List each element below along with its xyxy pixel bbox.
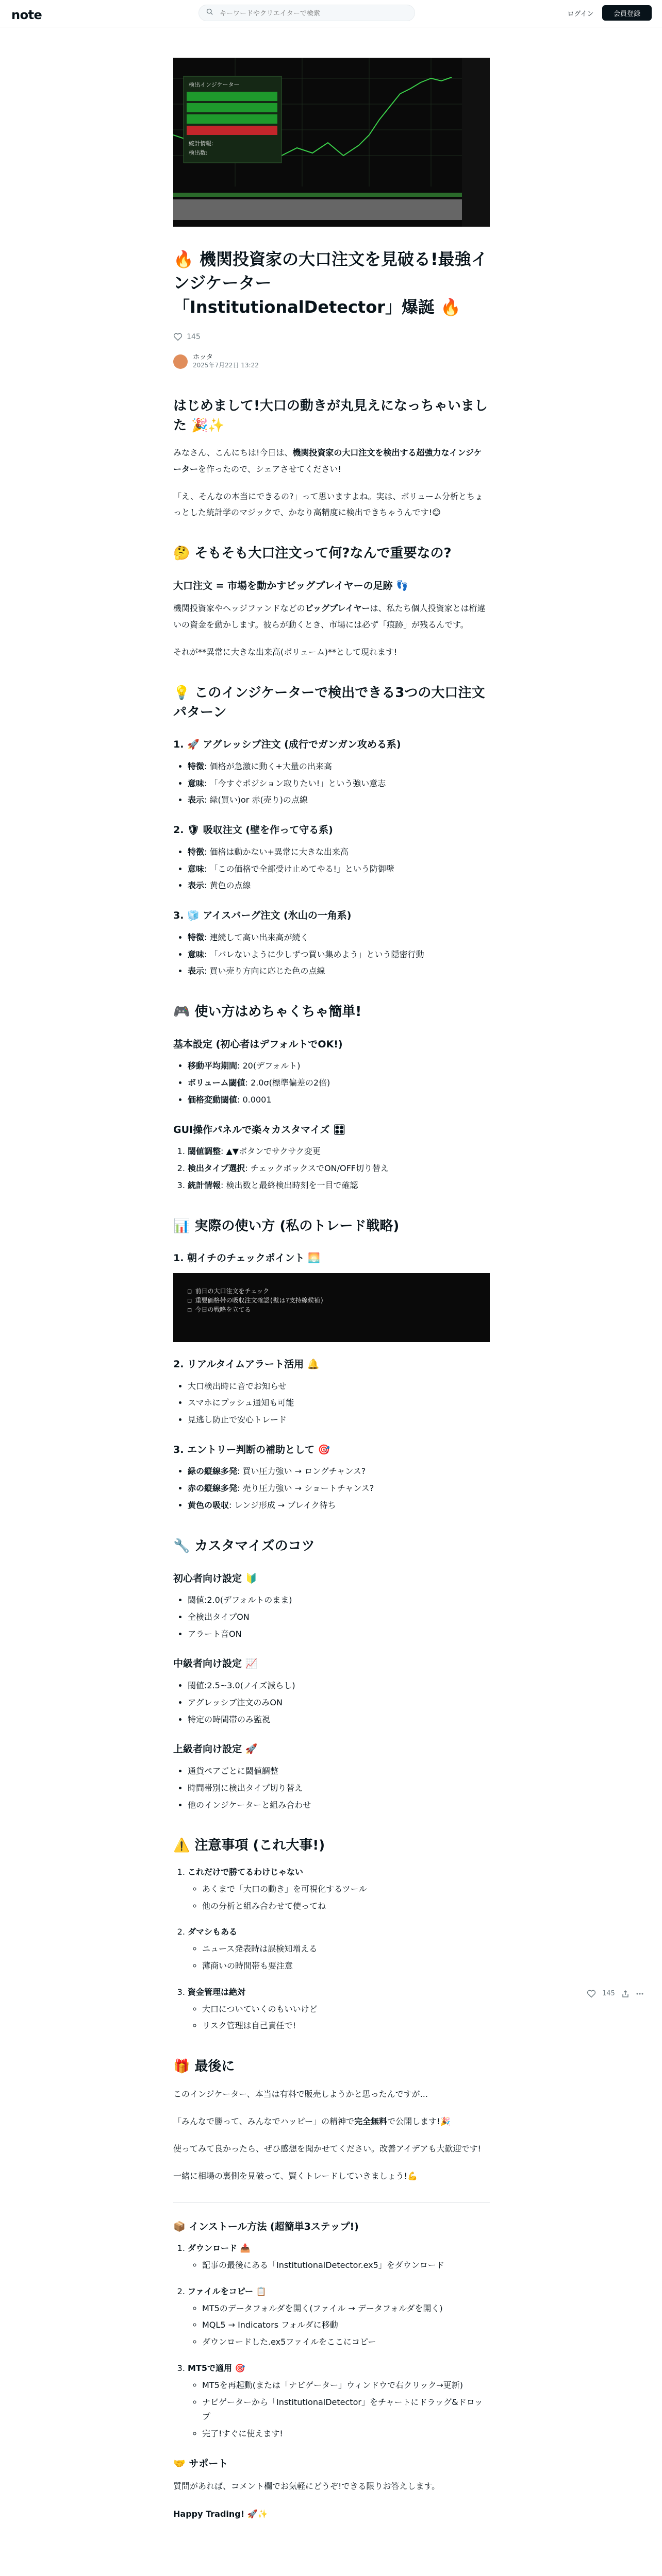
list-item: 1. これだけで勝てるわけじゃない ◦ あくまで「大口の動き」を可視化するツール ◦ 他の分析と組み合わせて使ってね bbox=[188, 1865, 490, 1913]
paragraph: 一緒に相場の裏側を見破って、賢くトレードしていきましょう!💪 bbox=[173, 2171, 418, 2181]
list-item: • 見逃し防止で安心トレード bbox=[188, 1413, 490, 1428]
list-item: • 価格変動閾値: 0.0001 bbox=[188, 1093, 490, 1108]
paragraph: 質問があれば、コメント欄でお気軽にどうぞ!できる限りお答えします。 bbox=[173, 2481, 440, 2492]
subsection-heading: 初心者向け設定 🔰 bbox=[173, 1572, 258, 1584]
side-actions bbox=[587, 1989, 644, 1999]
list-item: • 特徴: 価格が急激に動く+大量の出来高 bbox=[188, 759, 490, 774]
author-block[interactable] bbox=[173, 353, 490, 370]
list-item: 1. 閾値調整: ▲▼ボタンでサクサク変更 bbox=[188, 1144, 490, 1159]
list-item: • 閾値:2.5~3.0(ノイズ減らし) bbox=[188, 1679, 490, 1693]
list-item: 2. ダマシもある ◦ ニュース発表時は誤検知増える ◦ 薄商いの時間帯も要注意 bbox=[188, 1925, 490, 1973]
section-heading: 🎁 最後に bbox=[173, 2059, 235, 2075]
list-item: • 移動平均期間: 20(デフォルト) bbox=[188, 1059, 490, 1074]
install-list bbox=[173, 2241, 490, 2442]
list-item: 3. 資金管理は絶対 ◦ 大口についていくのもいいけど ◦ リスク管理は自己責任で! bbox=[188, 1985, 490, 2033]
section-heading: 🔧 カスタマイズのコツ bbox=[173, 1538, 315, 1554]
list-item: 3. MT5で適用 🎯 ◦ MT5を再起動(または「ナビゲーター」ウィンドウで右クリック→更新) ◦ ナビゲーターから「InstitutionalDetector」をチャートにドラッグ&ドロップ ◦ 完了!すぐに使えます! bbox=[188, 2361, 490, 2442]
paragraph: このインジケーター、本当は有料で販売しようかと思ったんですが... bbox=[173, 2089, 428, 2099]
settings-list bbox=[173, 1059, 490, 1107]
list-item: • アグレッシブ注文のみON bbox=[188, 1696, 490, 1710]
list-item: • 特定の時間帯のみ監視 bbox=[188, 1713, 490, 1727]
subsection-heading: 3. エントリー判断の補助として 🎯 bbox=[173, 1444, 330, 1455]
section-heading: はじめまして!大口の動きが丸見えになっちゃいました 🎉✨ bbox=[173, 398, 488, 433]
list-item: • 黄色の吸収: レンジ形成 → ブレイク待ち bbox=[188, 1498, 490, 1513]
avatar[interactable] bbox=[173, 354, 188, 369]
side-like-count: 145 bbox=[602, 1990, 615, 1997]
publish-date: 2025年7月22日 13:22 bbox=[193, 362, 259, 369]
like-row bbox=[173, 331, 490, 343]
list-item: • 特徴: 連続して高い出来高が続く bbox=[188, 930, 490, 945]
list-item: • 時間帯別に検出タイプ切り替え bbox=[188, 1781, 490, 1796]
list-item: • 表示: 買い売り方向に応じた色の点線 bbox=[188, 964, 490, 979]
subsection-heading: 上級者向け設定 🚀 bbox=[173, 1743, 258, 1755]
settings-list bbox=[173, 1593, 490, 1641]
list-item: • 大口検出時に音でお知らせ bbox=[188, 1379, 490, 1394]
list-item: • 通貨ペアごとに閾値調整 bbox=[188, 1764, 490, 1779]
pattern-list bbox=[173, 759, 490, 808]
author-name[interactable]: ホッタ bbox=[193, 353, 213, 361]
subsection-heading: 2. リアルタイムアラート活用 🔔 bbox=[173, 1358, 320, 1370]
section-heading: 📊 実際の使い方 (私のトレード戦略) bbox=[173, 1218, 400, 1234]
subsection-heading: 2. 🛡 吸収注文 (壁を作って守る系) bbox=[173, 824, 333, 836]
subsection-heading: 大口注文 = 市場を動かすビッグプレイヤーの足跡 👣 bbox=[173, 580, 408, 591]
list-item: 1. ダウンロード 📥 ◦ 記事の最後にある「InstitutionalDetector.ex5」をダウンロード bbox=[188, 2241, 490, 2273]
section-heading: 💡 このインジケーターで検出できる3つの大口注文パターン bbox=[173, 685, 485, 720]
subsection-heading: GUI操作パネルで楽々カスタマイズ 🎛 bbox=[173, 1124, 346, 1136]
list-item: • 表示: 緑(買い)or 赤(売り)の点線 bbox=[188, 793, 490, 808]
search-input[interactable] bbox=[219, 8, 406, 19]
paragraph: 使ってみて良かったら、ぜひ感想を聞かせてください。改善アイデアも大歓迎です! bbox=[173, 2144, 481, 2154]
list-item: 3. 統計情報: 検出数と最終検出時刻を一目で確認 bbox=[188, 1178, 490, 1193]
alert-list bbox=[173, 1379, 490, 1428]
list-item: • 意味: 「この価格で全部受け止めてやる!」という防御壁 bbox=[188, 862, 490, 877]
list-item: • 赤の縦線多発: 売り圧力強い → ショートチャンス? bbox=[188, 1481, 490, 1496]
list-item: • 表示: 黄色の点線 bbox=[188, 878, 490, 893]
list-item: • ボリューム閾値: 2.0σ(標準偏差の2倍) bbox=[188, 1076, 490, 1091]
article-title: 🔥 機関投資家の大口注文を見破る!最強インジケーター「InstitutionalDetector」爆誕 🔥 bbox=[173, 249, 488, 317]
heart-icon[interactable] bbox=[587, 1990, 596, 1998]
paragraph: 「みんなで勝って、みんなでハッピー」の精神で完全無料で公開します!🎉 bbox=[173, 2116, 451, 2127]
subsection-heading: 1. 朝イチのチェックポイント 🌅 bbox=[173, 1252, 320, 1264]
list-item: • 閾値:2.0(デフォルトのまま) bbox=[188, 1593, 490, 1608]
list-item: • 特徴: 価格は動かない+異常に大きな出来高 bbox=[188, 845, 490, 860]
list-item: • 他のインジケーターと組み合わせ bbox=[188, 1798, 490, 1813]
top-bar bbox=[0, 0, 662, 27]
list-item: • 緑の縦線多発: 買い圧力強い → ロングチャンス? bbox=[188, 1464, 490, 1479]
paragraph: みなさん、こんにちは!今日は、機関投資家の大口注文を検出する超強力なインジケーターを作ったので、シェアさせてください! bbox=[173, 448, 482, 474]
search-icon bbox=[206, 8, 213, 15]
entry-list bbox=[173, 1464, 490, 1513]
subsection-heading: 中級者向け設定 📈 bbox=[173, 1658, 258, 1670]
code-block: □ 前日の大口注文をチェック □ 重要価格帯の吸収注文確認(壁は?支持線候補) □ 今日の戦略を立てる bbox=[173, 1273, 490, 1342]
hero-panel-title: 検出インジケーター bbox=[189, 81, 240, 88]
section-heading: 🤔 そもそも大口注文って何?なんで重要なの? bbox=[173, 546, 452, 562]
list-item: 2. 検出タイプ選択: チェックボックスでON/OFF切り替え bbox=[188, 1161, 490, 1176]
closing-line: Happy Trading! 🚀✨ bbox=[173, 2509, 268, 2519]
paragraph: 「え、そんなの本当にできるの?」って思いますよね。実は、ボリューム分析とちょっとした統計学のマジックで、かなり高精度に検出できちゃうんです!😊 bbox=[173, 491, 483, 517]
like-count: 145 bbox=[187, 333, 201, 342]
settings-list bbox=[173, 1764, 490, 1812]
subsection-heading: 1. 🚀 アグレッシブ注文 (成行でガンガン攻める系) bbox=[173, 739, 401, 751]
subsection-heading: 3. 🧊 アイスバーグ注文 (氷山の一角系) bbox=[173, 910, 352, 922]
list-item: • スマホにプッシュ通知も可能 bbox=[188, 1396, 490, 1411]
note-logo[interactable]: note bbox=[11, 8, 42, 22]
svg-text:統計情報:: 統計情報: bbox=[189, 140, 213, 147]
signup-button[interactable]: 会員登録 bbox=[602, 5, 652, 21]
section-heading: ⚠️ 注意事項 (これ大事!) bbox=[173, 1838, 325, 1854]
hero-chart bbox=[173, 58, 490, 227]
search-box[interactable] bbox=[198, 5, 415, 21]
caution-list bbox=[173, 1865, 490, 2033]
paragraph: 機関投資家やヘッジファンドなどのビッグプレイヤーは、私たち個人投資家とは桁違いの資金を動かします。彼らが動くとき、市場には必ず「痕跡」が残るんです。 bbox=[173, 603, 486, 630]
list-item: • アラート音ON bbox=[188, 1627, 490, 1642]
settings-list bbox=[173, 1679, 490, 1727]
subsection-heading: 📦 インストール方法 (超簡単3ステップ!) bbox=[173, 2221, 359, 2232]
more-icon[interactable] bbox=[636, 1990, 644, 1998]
login-button[interactable]: ログイン bbox=[562, 5, 599, 21]
pattern-list bbox=[173, 930, 490, 979]
gui-list bbox=[173, 1144, 490, 1193]
hero-chart-image bbox=[173, 58, 490, 227]
paragraph: それが**異常に大きな出来高(ボリューム)**として現れます! bbox=[173, 647, 398, 657]
subsection-heading: 基本設定 (初心者はデフォルトでOK!) bbox=[173, 1038, 343, 1050]
list-item: • 意味: 「今すぐポジション取りたい!」という強い意志 bbox=[188, 776, 490, 791]
article-body bbox=[173, 247, 490, 2533]
list-item: • 全検出タイプON bbox=[188, 1610, 490, 1625]
section-heading: 🎮 使い方はめちゃくちゃ簡単! bbox=[173, 1004, 362, 1020]
heart-icon[interactable] bbox=[173, 333, 183, 341]
subsection-heading: 🤝 サポート bbox=[173, 2458, 228, 2469]
list-item: • 意味: 「バレないように少しずつ買い集めよう」という隠密行動 bbox=[188, 947, 490, 962]
svg-text:検出数:: 検出数: bbox=[189, 149, 208, 156]
pattern-list bbox=[173, 845, 490, 893]
share-icon[interactable] bbox=[621, 1990, 630, 1998]
list-item: 2. ファイルをコピー 📋 ◦ MT5のデータフォルダを開く(ファイル → データフォルダを開く) ◦ MQL5 → Indicators フォルダに移動 ◦ ダウンロードした.ex5ファイルをここにコピー bbox=[188, 2284, 490, 2350]
